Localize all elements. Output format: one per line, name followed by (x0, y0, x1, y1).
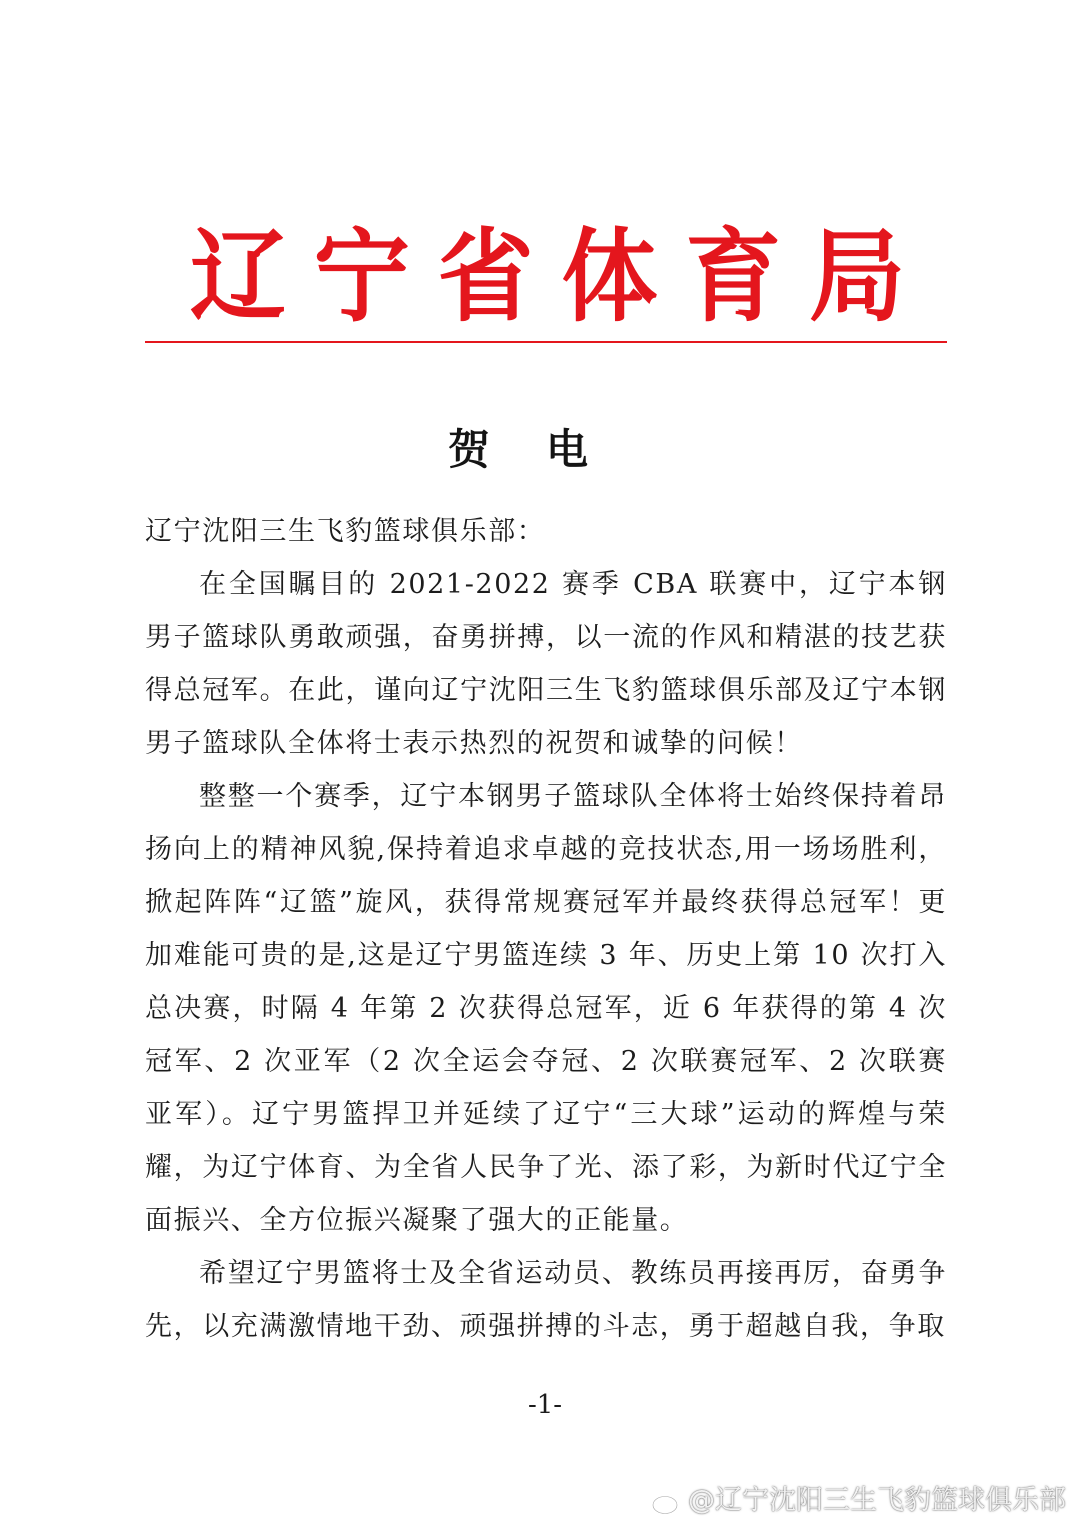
org-header-char: 宁 (313, 217, 410, 336)
paragraph: 在全国瞩目的 2021-2022 赛季 CBA 联赛中，辽宁本钢男子篮球队勇敢顽强，奋勇拼搏，以一流的作风和精湛的技艺获得总冠军。在此，谨向辽宁沈阳三生飞豹篮球俱乐部及辽宁本钢男子篮球队全体将士表示热烈的祝贺和诚挚的问候！ (145, 569, 947, 759)
paragraph: 希望辽宁男篮将士及全省运动员、教练员再接再厉，奋勇争先，以充满激情地干劲、顽强拼搏的斗志，勇于超越自我，争取 (145, 1258, 947, 1342)
org-header (145, 217, 945, 336)
watermark-text: @辽宁沈阳三生飞豹篮球俱乐部 (688, 1485, 1066, 1516)
header-divider (145, 341, 947, 343)
org-header-char: 局 (808, 217, 905, 336)
salutation: 辽宁沈阳三生飞豹篮球俱乐部： (145, 516, 546, 547)
weibo-icon (650, 1486, 684, 1516)
page-number: -1- (527, 1390, 563, 1420)
org-header-char: 辽 (190, 217, 286, 336)
paragraph: 整整一个赛季，辽宁本钢男子篮球队全体将士始终保持着昂扬向上的精神风貌,保持着追求卓越的竞技状态,用一场场胜利，掀起阵阵“辽篮”旋风，获得常规赛冠军并最终获得总冠军！更加难能可贵的是,这是辽宁男篮连续 3 年、历史上第 10 次打入总决赛，时隔 4 年第 2 次获得总冠军，近 6 年获得的第 4 次冠军、2 次亚军（2 次全运会夺冠、2 次联赛冠军、2 次联赛亚军）。辽宁男篮捍卫并延续了辽宁“三大球”运动的辉煌与荣耀，为辽宁体育、为全省人民争了光、添了彩，为新时代辽宁全面振兴、全方位振兴凝聚了强大的正能量。 (145, 781, 947, 1236)
org-header-char: 省 (437, 217, 534, 336)
document-title: 贺电 (447, 425, 644, 474)
org-header-char: 育 (685, 217, 782, 336)
weibo-watermark (650, 1483, 1066, 1519)
letter-body (145, 505, 947, 1353)
org-header-char: 体 (561, 217, 658, 336)
